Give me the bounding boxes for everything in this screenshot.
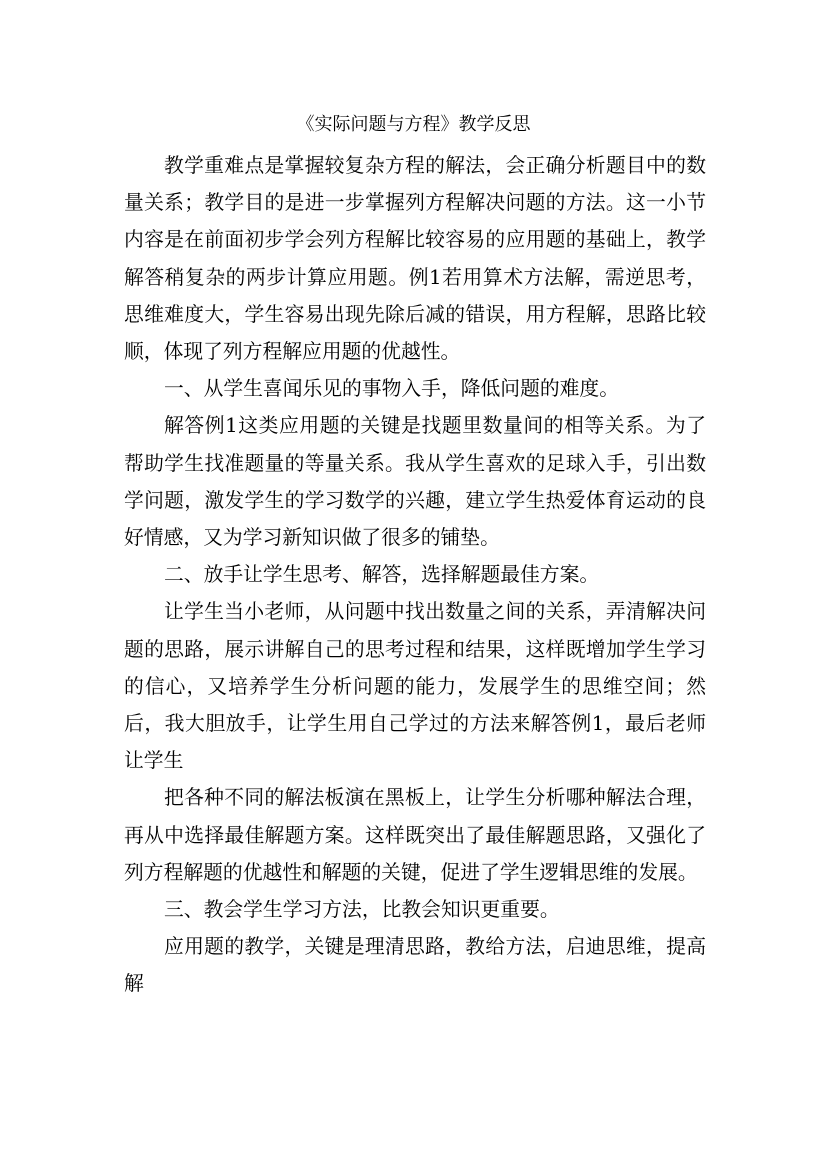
document-title: 《实际问题与方程》教学反思 [296,114,531,135]
paragraph-section-2b: 把各种不同的解法板演在黑板上，让学生分析哪种解法合理，再从中选择最佳解题方案。这样既突出了最佳解题思路，又强化了列方程解题的优越性和解题的关键，促进了学生逻辑思维的发展。 [124,786,706,884]
section-heading-1: 一、从学生喜闻乐见的事物入手，降低问题的难度。 [164,377,619,401]
paragraph-section-3: 应用题的教学，关键是理清思路，教给方法，启迪思维，提高解 [124,935,706,996]
paragraph-section-2a: 让学生当小老师，从问题中找出数量之间的关系，弄清解决问题的思路，展示讲解自己的思考过程和结果，这样既增加学生学习的信心，又培养学生分析问题的能力，发展学生的思维空间；然后，我大胆放手，让学生用自己学过的方法来解答例1，最后老师让学生 [124,600,706,773]
document-body [124,147,706,1003]
section-heading-2: 二、放手让学生思考、解答，选择解题最佳方案。 [164,563,600,587]
paragraph-intro: 教学重难点是掌握较复杂方程的解法，会正确分析题目中的数量关系；教学目的是进一步掌握列方程解决问题的方法。这一小节内容是在前面初步学会列方程解比较容易的应用题的基础上，教学解答稍复杂的两步计算应用题。例1若用算术方法解，需逆思考，思维难度大，学生容易出现先除后减的错误，用方程解，思路比较顺，体现了列方程解应用题的优越性。 [124,154,706,364]
section-heading-3: 三、教会学生学习方法，比教会知识更重要。 [164,898,560,922]
paragraph-section-1: 解答例1这类应用题的关键是找题里数量间的相等关系。为了帮助学生找准题量的等量关系。我从学生喜欢的足球入手，引出数学问题，激发学生的学习数学的兴趣，建立学生热爱体育运动的良好情感，又为学习新知识做了很多的铺垫。 [124,414,706,550]
